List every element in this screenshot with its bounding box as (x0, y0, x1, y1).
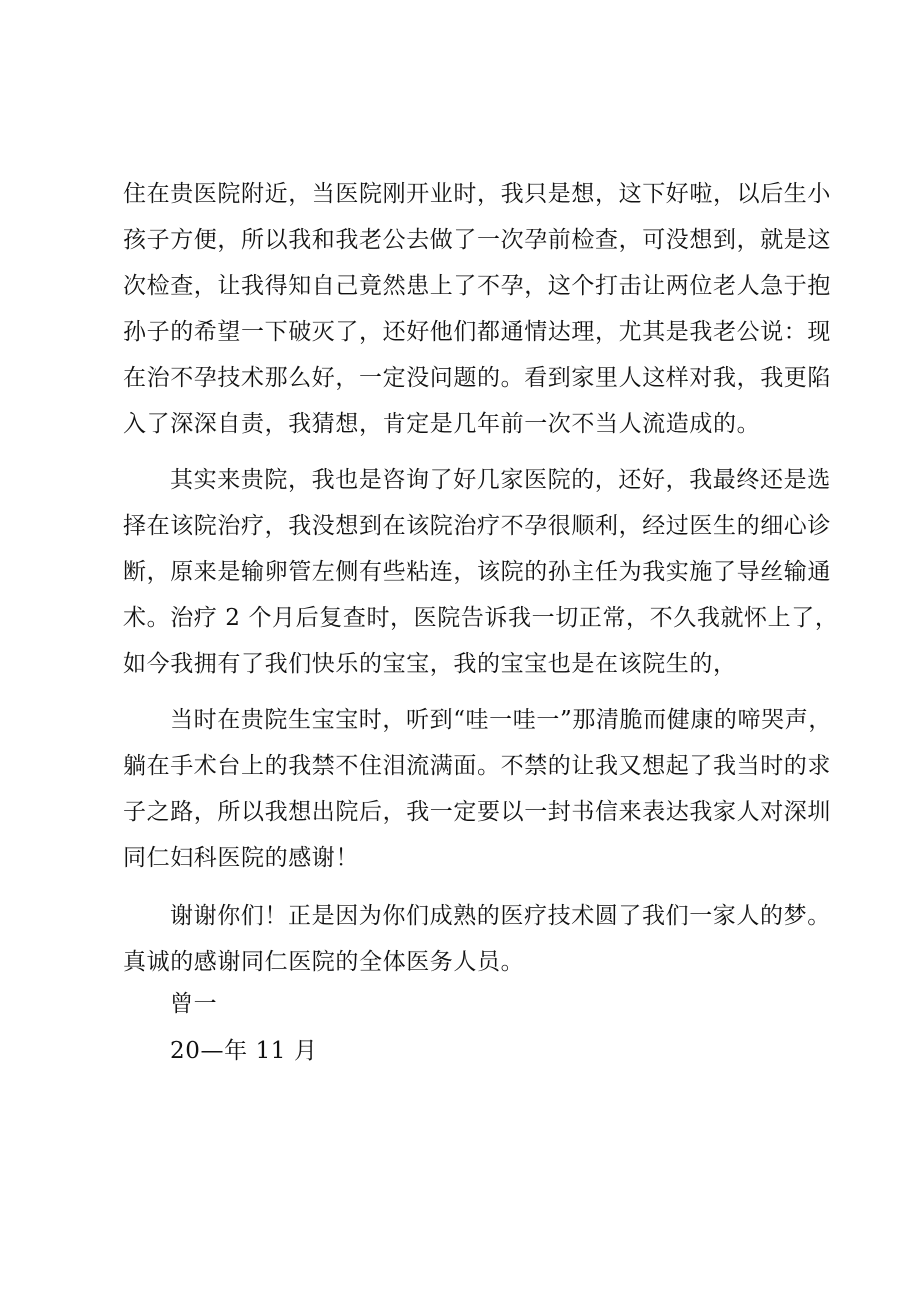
text-line: 入了深深自责，我猜想，肯定是几年前一次不当人流造成的。 (123, 411, 761, 437)
text-line: 同仁妇科医院的感谢！ (123, 845, 359, 871)
text-line: 断，原来是输卵管左侧有些粘连，该院的孙主任为我实施了导丝输通 (123, 559, 831, 585)
text-line: 孙子的希望一下破灭了，还好他们都通情达理，尤其是我老公说：现 (123, 319, 831, 345)
text-line: 择在该院治疗，我没想到在该院治疗不孕很顺利，经过医生的细心诊 (123, 513, 831, 539)
text-line: 当时在贵院生宝宝时，听到“哇一哇一”那清脆而健康的啼哭声， (170, 707, 832, 733)
text-line: 子之路，所以我想出院后，我一定要以一封书信来表达我家人对深圳 (123, 799, 831, 825)
text-line: 如今我拥有了我们快乐的宝宝，我的宝宝也是在该院生的， (123, 651, 737, 677)
text-line: 真诚的感谢同仁医院的全体医务人员。 (123, 949, 525, 975)
text-line: 住在贵医院附近，当医院刚开业时，我只是想，这下好啦，以后生小 (123, 181, 831, 207)
text-line: 谢谢你们！正是因为你们成熟的医疗技术圆了我们一家人的梦。 (170, 903, 831, 929)
text-line: 其实来贵院，我也是咨询了好几家医院的，还好，我最终还是选 (170, 467, 831, 493)
signature-name: 曾一 (170, 991, 218, 1017)
letter-date: 20—年 11 月 (170, 1038, 318, 1064)
text-line: 术。治疗 2 个月后复查时，医院告诉我一切正常，不久我就怀上了， (123, 605, 839, 631)
text-line: 次检查，让我得知自己竟然患上了不孕，这个打击让两位老人急于抱 (123, 273, 831, 299)
text-line: 孩子方便，所以我和我老公去做了一次孕前检查，可没想到，就是这 (123, 227, 831, 253)
text-line: 躺在手术台上的我禁不住泪流满面。不禁的让我又想起了我当时的求 (123, 753, 831, 779)
text-line: 在治不孕技术那么好，一定没问题的。看到家里人这样对我，我更陷 (123, 365, 831, 391)
